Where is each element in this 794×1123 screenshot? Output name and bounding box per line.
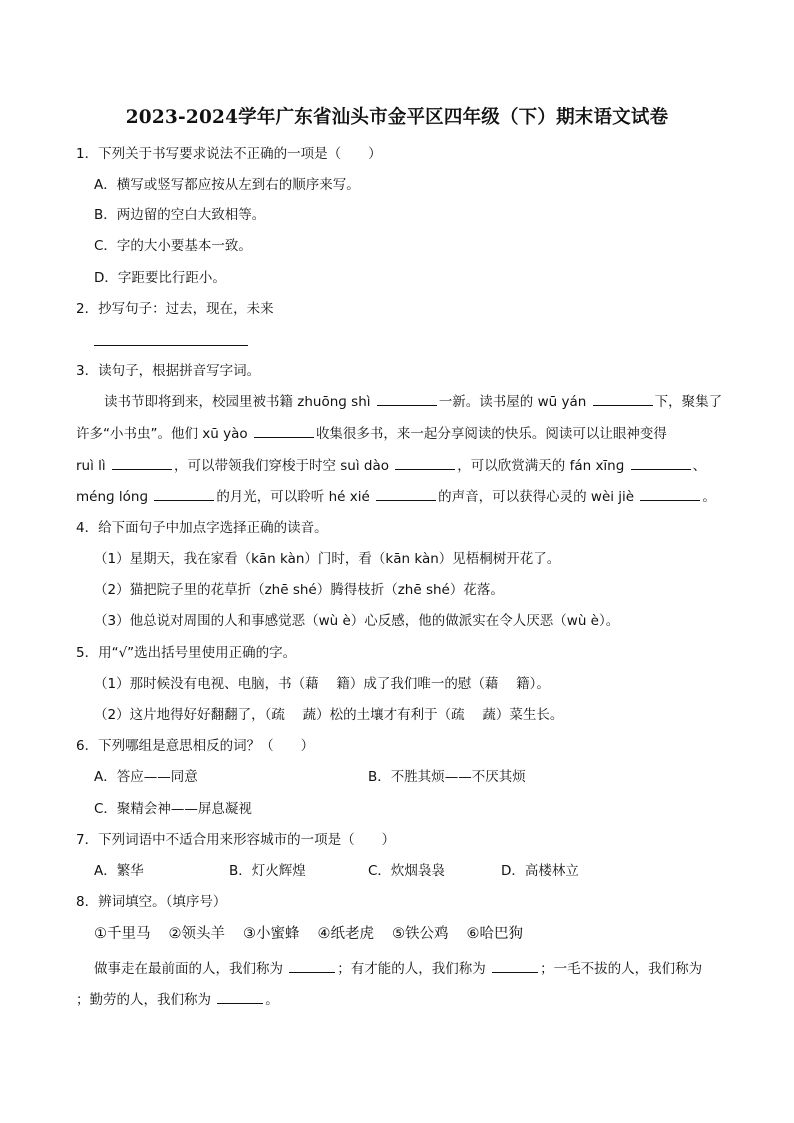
word-option: ③小蜜蜂 bbox=[243, 926, 300, 942]
question-7-option-a: A．繁华 bbox=[94, 863, 144, 879]
question-3-line-4 bbox=[76, 488, 716, 506]
fill-blank bbox=[377, 393, 437, 406]
question-4-sentence-3: （3）他总说对周围的人和事感觉恶（wù è）心反感，他的做派实在令人厌恶（wù è）。 bbox=[94, 613, 620, 629]
question-3-line-3 bbox=[76, 457, 706, 475]
question-7-option-c: C．炊烟袅袅 bbox=[368, 863, 445, 879]
q3-text: 读书节即将到来，校园里被书籍 zhuōnɡ shì bbox=[104, 394, 371, 410]
q3-text: ruì lì bbox=[76, 458, 106, 474]
q3-text: 。 bbox=[702, 489, 716, 505]
fill-blank bbox=[631, 457, 691, 470]
fill-blank bbox=[217, 991, 263, 1004]
word-option: ⑤铁公鸡 bbox=[392, 926, 449, 942]
question-8-line-2 bbox=[76, 991, 279, 1009]
fill-blank bbox=[112, 457, 172, 470]
fill-blank bbox=[254, 425, 314, 438]
question-6-option-c: C．聚精会神——屏息凝视 bbox=[94, 801, 252, 817]
fill-blank bbox=[640, 488, 700, 501]
q8-text: 。 bbox=[265, 992, 279, 1008]
q3-text: 、 bbox=[692, 458, 707, 474]
question-1-option-c: C．字的大小要基本一致。 bbox=[94, 238, 252, 254]
question-5-stem: 5．用“√”选出括号里使用正确的字。 bbox=[76, 645, 297, 661]
q8-text: ；勤劳的人，我们称为 bbox=[76, 992, 211, 1008]
question-1-option-a: A．横写或竖写都应按从左到右的顺序来写。 bbox=[94, 177, 360, 193]
exam-title: 2023-2024学年广东省汕头市金平区四年级（下）期末语文试卷 bbox=[125, 107, 669, 128]
fill-blank bbox=[395, 457, 455, 470]
question-3-line-2 bbox=[76, 425, 667, 443]
q3-text: 的声音，可以获得心灵的 wèi jiè bbox=[438, 489, 635, 505]
q8-text: ；一毛不拔的人，我们称为 bbox=[540, 961, 703, 977]
fill-blank bbox=[376, 488, 436, 501]
q3-text: 一新。读书屋的 wū yán bbox=[438, 394, 587, 410]
fill-blank bbox=[289, 960, 335, 973]
q3-text: 下，聚集了 bbox=[654, 394, 723, 410]
question-7-option-d: D．高楼林立 bbox=[501, 863, 579, 879]
question-1-option-d: D．字距要比行距小。 bbox=[94, 270, 226, 286]
question-4-sentence-2: （2）猫把院子里的花草折（zhē shé）腾得枝折（zhē shé）花落。 bbox=[94, 582, 504, 598]
question-3-line-1 bbox=[104, 393, 722, 411]
question-1-option-b: B．两边留的空白大致相等。 bbox=[94, 207, 266, 223]
q3-text: ，可以欣赏满天的 fán xīnɡ bbox=[457, 458, 625, 474]
q3-text: 收集很多书，来一起分享阅读的快乐。阅读可以让眼神变得 bbox=[315, 426, 667, 442]
question-8-options bbox=[94, 925, 523, 943]
question-3-stem: 3．读句子，根据拼音写字词。 bbox=[76, 363, 261, 379]
q3-text: 许多“小书虫”。他们 xū yào bbox=[76, 426, 248, 442]
q3-text: ，可以带领我们穿梭于时空 suì dào bbox=[173, 458, 389, 474]
question-4-stem: 4．给下面句子中加点字选择正确的读音。 bbox=[76, 520, 328, 536]
question-7-stem: 7．下列词语中不适合用来形容城市的一项是（ ） bbox=[76, 832, 396, 848]
question-1-stem: 1．下列关于书写要求说法不正确的一项是（ ） bbox=[76, 146, 382, 162]
word-option: ④纸老虎 bbox=[317, 926, 374, 942]
word-option: ⑥哈巴狗 bbox=[466, 926, 523, 942]
question-8-stem: 8．辨词填空。（填序号） bbox=[76, 894, 227, 910]
question-7-option-b: B．灯火辉煌 bbox=[229, 863, 306, 879]
fill-blank bbox=[154, 488, 214, 501]
question-6-option-a: A．答应——同意 bbox=[94, 769, 198, 785]
question-2-stem: 2．抄写句子：过去，现在，未来 bbox=[76, 301, 274, 317]
question-5-sentence-2: （2）这片地得好好翻翻了，（疏 蔬）松的土壤才有利于（疏 蔬）菜生长。 bbox=[94, 707, 564, 723]
question-6-stem: 6．下列哪组是意思相反的词？（ ） bbox=[76, 738, 315, 754]
fill-blank bbox=[492, 960, 538, 973]
q8-text: ；有才能的人，我们称为 bbox=[337, 961, 486, 977]
word-option: ①千里马 bbox=[94, 926, 151, 942]
question-5-sentence-1: （1）那时候没有电视、电脑，书（藉 籍）成了我们唯一的慰（藉 籍）。 bbox=[94, 676, 550, 692]
fill-blank bbox=[593, 393, 653, 406]
question-6-option-b: B．不胜其烦——不厌其烦 bbox=[368, 769, 526, 785]
word-option: ②领头羊 bbox=[168, 926, 225, 942]
question-2-answer-line bbox=[94, 345, 248, 346]
q8-text: 做事走在最前面的人，我们称为 bbox=[94, 961, 283, 977]
q3-text: ménɡ lónɡ bbox=[76, 489, 149, 505]
question-8-line-1 bbox=[94, 960, 702, 978]
question-4-sentence-1: （1）星期天，我在家看（kān kàn）门时，看（kān kàn）见梧桐树开花了。 bbox=[94, 551, 561, 567]
q3-text: 的月光，可以聆听 hé xié bbox=[216, 489, 370, 505]
